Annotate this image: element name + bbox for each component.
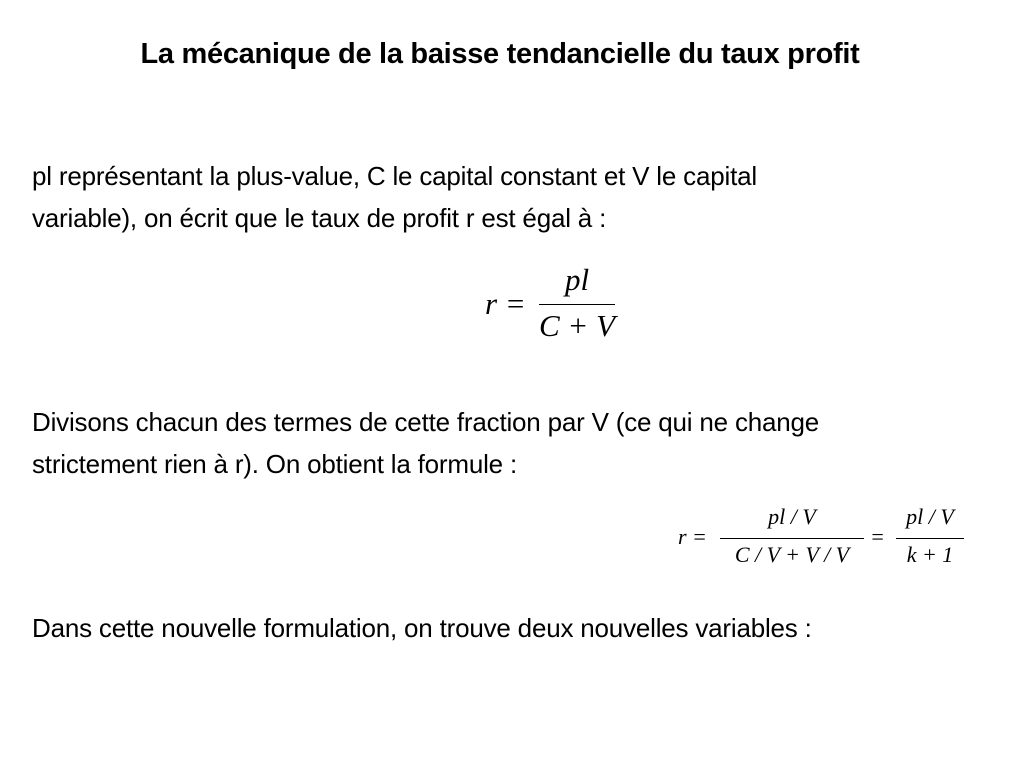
paragraph-line: strictement rien à r). On obtient la formule : [32,449,517,479]
formula-profit-rate [485,262,635,354]
paragraph-line: Dans cette nouvelle formulation, on trouve deux nouvelles variables : [32,613,812,643]
fraction-bar [896,538,964,539]
paragraph-line: variable), on écrit que le taux de profit r est égal à : [32,203,607,233]
paragraph-divide [32,401,1002,485]
paragraph-line: pl représentant la plus-value, C le capital constant et V le capital [32,161,757,191]
formula-numerator: pl / V [768,504,816,529]
formula-numerator: pl / V [906,504,954,529]
formula-lhs: r = [485,286,526,321]
paragraph-new-variables [32,607,1002,649]
formula-numerator: pl [564,262,590,297]
fraction-bar [539,304,615,305]
formula-divided [678,502,978,578]
paragraph-definitions [32,155,1002,239]
slide-title: La mécanique de la baisse tendancielle du taux profit [140,38,860,70]
formula-lhs: r = [678,524,707,549]
formula-denominator: k + 1 [906,542,954,567]
fraction-bar [720,538,864,539]
paragraph-line: Divisons chacun des termes de cette fraction par V (ce qui ne change [32,407,820,437]
formula-denominator: C / V + V / V [734,542,850,567]
formula-denominator: C + V [539,308,616,343]
formula-equals: = [870,524,885,549]
